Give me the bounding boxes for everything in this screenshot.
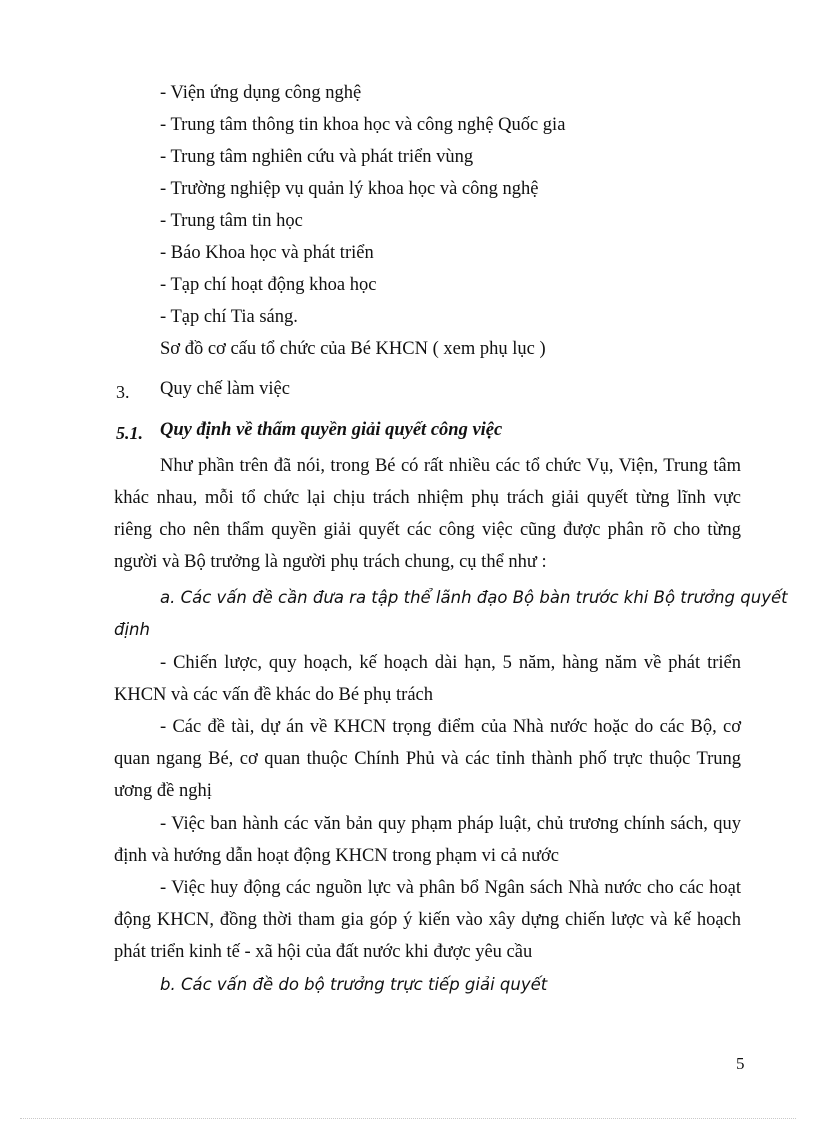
list-item-continued: định và hướng dẫn hoạt động KHCN trong phạm vi cả nước <box>114 846 560 866</box>
list-item: - Các đề tài, dự án về KHCN trọng điểm của Nhà nước hoặc do các Bộ, cơ <box>160 717 741 737</box>
list-item-continued: phát triển kinh tế - xã hội của đất nước khi được yêu cầu <box>114 942 533 962</box>
paragraph-line: Như phần trên đã nói, trong Bé có rất nhiều các tổ chức Vụ, Viện, Trung tâm <box>160 456 741 476</box>
section-3-title: Quy chế làm việc <box>160 379 290 399</box>
list-item: - Chiến lược, quy hoạch, kế hoạch dài hạn, 5 năm, hàng năm về phát triển <box>160 653 741 673</box>
list-item: - Trường nghiệp vụ quản lý khoa học và công nghệ <box>160 179 539 199</box>
list-item: - Việc huy động các nguồn lực và phân bổ Ngân sách Nhà nước cho các hoạt <box>160 878 741 898</box>
list-item: - Báo Khoa học và phát triển <box>160 243 374 263</box>
list-item: - Viện ứng dụng công nghệ <box>160 83 362 103</box>
list-item-continued: động KHCN, đồng thời tham gia góp ý kiến vào xây dựng chiến lược và kế hoạch <box>114 910 741 930</box>
page-number: 5 <box>736 1054 745 1073</box>
list-item: - Tạp chí Tia sáng. <box>160 307 298 327</box>
list-item-continued: KHCN và các vấn đề khác do Bé phụ trách <box>114 685 434 705</box>
subheading-b: b. Các vấn đề do bộ trưởng trực tiếp giải quyết <box>160 975 548 994</box>
section-5-1-number: 5.1. <box>116 423 143 443</box>
org-chart-note: Sơ đồ cơ cấu tổ chức của Bé KHCN ( xem phụ lục ) <box>160 339 546 359</box>
list-item-continued: ương đề nghị <box>114 781 212 801</box>
list-item: - Trung tâm tin học <box>160 211 303 231</box>
section-3-number: 3. <box>116 382 130 402</box>
paragraph-line: khác nhau, mỗi tổ chức lại chịu trách nhiệm phụ trách giải quyết từng lĩnh vực <box>114 488 741 508</box>
subheading-a-continued: định <box>114 620 150 639</box>
list-item: - Trung tâm nghiên cứu và phát triển vùng <box>160 147 474 167</box>
list-item-continued: quan ngang Bé, cơ quan thuộc Chính Phủ và các tỉnh thành phố trực thuộc Trung <box>114 749 741 769</box>
page-bottom-divider <box>20 1118 796 1119</box>
list-item: - Việc ban hành các văn bản quy phạm pháp luật, chủ trương chính sách, quy <box>160 814 741 834</box>
subheading-a: a. Các vấn đề cần đưa ra tập thể lãnh đạo Bộ bàn trước khi Bộ trưởng quyết <box>160 588 788 607</box>
paragraph-line: người và Bộ trưởng là người phụ trách chung, cụ thể như : <box>114 552 547 572</box>
list-item: - Tạp chí hoạt động khoa học <box>160 275 377 295</box>
paragraph-line: riêng cho nên thẩm quyền giải quyết các công việc cũng được phân rõ cho từng <box>114 520 741 540</box>
list-item: - Trung tâm thông tin khoa học và công nghệ Quốc gia <box>160 115 566 135</box>
section-5-1-title: Quy định về thẩm quyền giải quyết công việc <box>160 420 503 440</box>
